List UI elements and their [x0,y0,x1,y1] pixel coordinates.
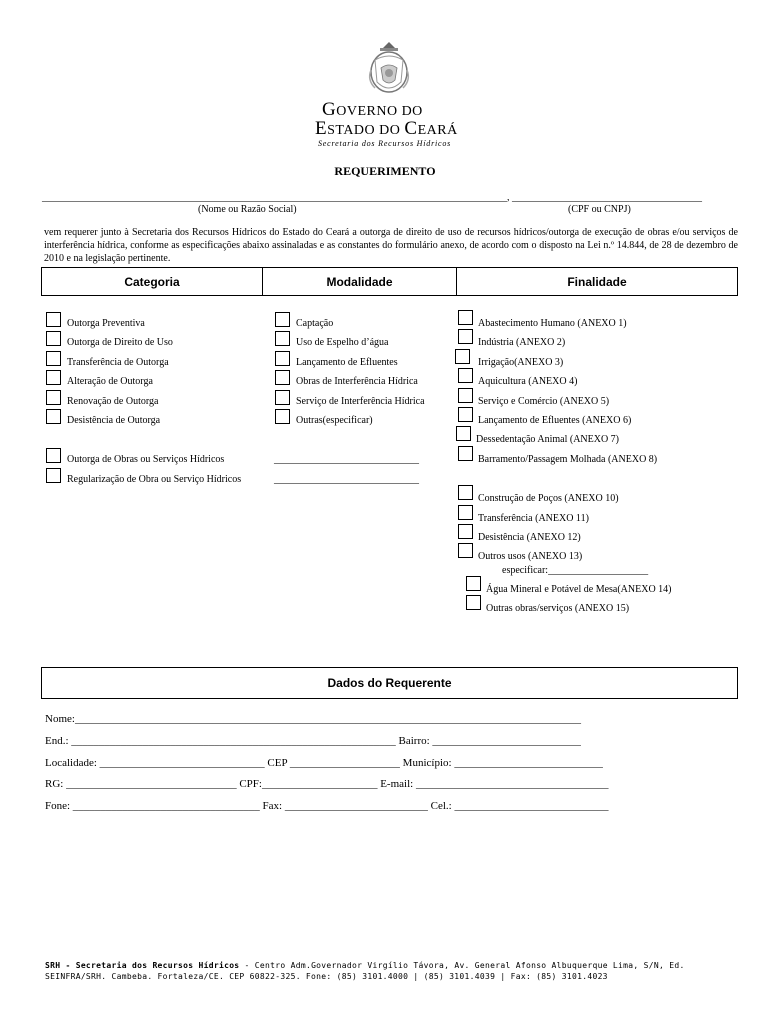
regularizacao-spec-line: _____________________________ [274,474,419,485]
modalidade-option-label: Obras de Interferência Hídrica [296,376,418,387]
gov-line1-rest: OVERNO DO [336,104,423,119]
finalidade-option-label: Serviço e Comércio (ANEXO 5) [478,396,610,407]
finalidade-option-label: Abastecimento Humano (ANEXO 1) [478,318,627,329]
endereco-field[interactable]: End.: ___________________________________________________________ Bairro: ___________________________ [45,735,581,747]
fone-field[interactable]: Fone: __________________________________ Fax: __________________________ Cel.: ____________________________ [45,800,609,812]
categoria-option-label: Outorga Preventiva [67,318,145,329]
finalidade-option-label: Desistência (ANEXO 12) [478,532,581,543]
modalidade-option-label: Lançamento de Efluentes [296,357,398,368]
modalidade-option-label: Serviço de Interferência Hídrica [296,396,425,407]
finalidade-option-checkbox[interactable] [458,329,473,344]
request-paragraph: vem requerer junto à Secretaria dos Recursos Hídricos do Estado do Ceará a outorga de direito de uso de recursos hídricos/outorga de execução de obras e/ou serviços de interferência hídrica, conforme as especificações abaixo assinaladas e as constantes do formulário anexo, de acordo com o disposto na Lei n.º 14.844, de 28 de dezembro de 2010 e na legislação pertinente. [44,227,738,264]
categoria-option-checkbox[interactable] [46,409,61,424]
dados-section-header: Dados do Requerente [41,667,738,699]
government-title-line1: GOVERNO DO [322,99,423,120]
modalidade-option-label: Outras(especificar) [296,415,373,426]
finalidade-option-checkbox[interactable] [458,310,473,325]
categoria-extra-option-label: Regularização de Obra ou Serviço Hídricos [67,474,242,485]
finalidade-option-label: Barramento/Passagem Molhada (ANEXO 8) [478,454,658,465]
footer-org: SRH - Secretaria dos Recursos Hídricos [45,961,240,970]
identification-line: _____________________________________________________________________________________________, ______________________________________ [42,192,702,203]
finalidade-option-checkbox[interactable] [455,349,470,364]
modalidade-option-checkbox[interactable] [275,331,290,346]
finalidade-option-checkbox[interactable] [458,543,473,558]
modalidade-option-label: Uso de Espelho d’água [296,337,389,348]
finalidade-option-label: Indústria (ANEXO 2) [478,337,566,348]
finalidade-option-checkbox[interactable] [456,426,471,441]
categoria-option-checkbox[interactable] [46,370,61,385]
categoria-option-label: Transferência de Outorga [67,357,169,368]
finalidade-option-checkbox[interactable] [458,407,473,422]
header-finalidade: Finalidade [456,267,738,296]
finalidade-option-checkbox[interactable] [466,576,481,591]
state-crest-icon [365,40,413,98]
modalidade-option-label: Captação [296,318,334,329]
finalidade-option-label: Lançamento de Efluentes (ANEXO 6) [478,415,632,426]
header-categoria: Categoria [41,267,263,296]
footer [45,960,735,982]
modalidade-option-checkbox[interactable] [275,370,290,385]
categoria-extra-option-checkbox[interactable] [46,448,61,463]
especificar-line: especificar:____________________ [502,565,649,576]
finalidade-option-checkbox[interactable] [458,505,473,520]
categoria-option-label: Renovação de Outorga [67,396,159,407]
finalidade-option-checkbox[interactable] [458,524,473,539]
finalidade-option-label: Água Mineral e Potável de Mesa(ANEXO 14) [486,584,672,595]
name-label: (Nome ou Razão Social) [198,204,297,215]
categoria-extra-option-label: Outorga de Obras ou Serviços Hídricos [67,454,225,465]
finalidade-option-label: Construção de Poços (ANEXO 10) [478,493,619,504]
finalidade-option-label: Outros usos (ANEXO 13) [478,551,583,562]
categoria-option-checkbox[interactable] [46,390,61,405]
rg-field[interactable]: RG: _______________________________ CPF:_____________________ E-mail: ___________________________________ [45,778,609,790]
footer-address: - Centro Adm.Governador Virgílio Távora, Av. General Afonso Albuquerque Lima, S/N, Ed. SEINFRA/SRH. Cambeba. Fortaleza/CE. CEP 60822-325. Fone: (85) 3101.4000 | (85) 3101.4039 | Fax: (85) 3101.4023 [45,961,685,981]
government-title-line2: ESTADO DO CEARÁ [315,118,458,139]
localidade-field[interactable]: Localidade: ______________________________ CEP ____________________ Município: ___________________________ [45,757,603,769]
categoria-option-checkbox[interactable] [46,351,61,366]
modalidade-option-checkbox[interactable] [275,390,290,405]
categoria-option-label: Desistência de Outorga [67,415,161,426]
finalidade-option-checkbox[interactable] [458,485,473,500]
nome-field[interactable]: Nome:____________________________________________________________________________________________ [45,713,581,725]
categoria-option-label: Alteração de Outorga [67,376,153,387]
modalidade-option-checkbox[interactable] [275,312,290,327]
finalidade-option-checkbox[interactable] [466,595,481,610]
finalidade-option-label: Outras obras/serviços (ANEXO 15) [486,603,630,614]
categoria-option-label: Outorga de Direito de Uso [67,337,173,348]
finalidade-option-label: Aquicultura (ANEXO 4) [478,376,578,387]
document-title: REQUERIMENTO [334,164,436,178]
categoria-extra-option-checkbox[interactable] [46,468,61,483]
finalidade-option-label: Dessedentação Animal (ANEXO 7) [476,434,620,445]
government-subtitle: Secretaria dos Recursos Hídricos [318,139,452,148]
finalidade-option-label: Irrigação(ANEXO 3) [478,357,564,368]
modalidade-option-checkbox[interactable] [275,409,290,424]
finalidade-option-label: Transferência (ANEXO 11) [478,513,589,524]
obras-spec-line: _____________________________ [274,454,419,465]
modalidade-option-checkbox[interactable] [275,351,290,366]
cpf-label: (CPF ou CNPJ) [568,204,631,215]
categoria-option-checkbox[interactable] [46,331,61,346]
header-modalidade: Modalidade [262,267,457,296]
finalidade-option-checkbox[interactable] [458,388,473,403]
categoria-option-checkbox[interactable] [46,312,61,327]
finalidade-option-checkbox[interactable] [458,446,473,461]
finalidade-option-checkbox[interactable] [458,368,473,383]
